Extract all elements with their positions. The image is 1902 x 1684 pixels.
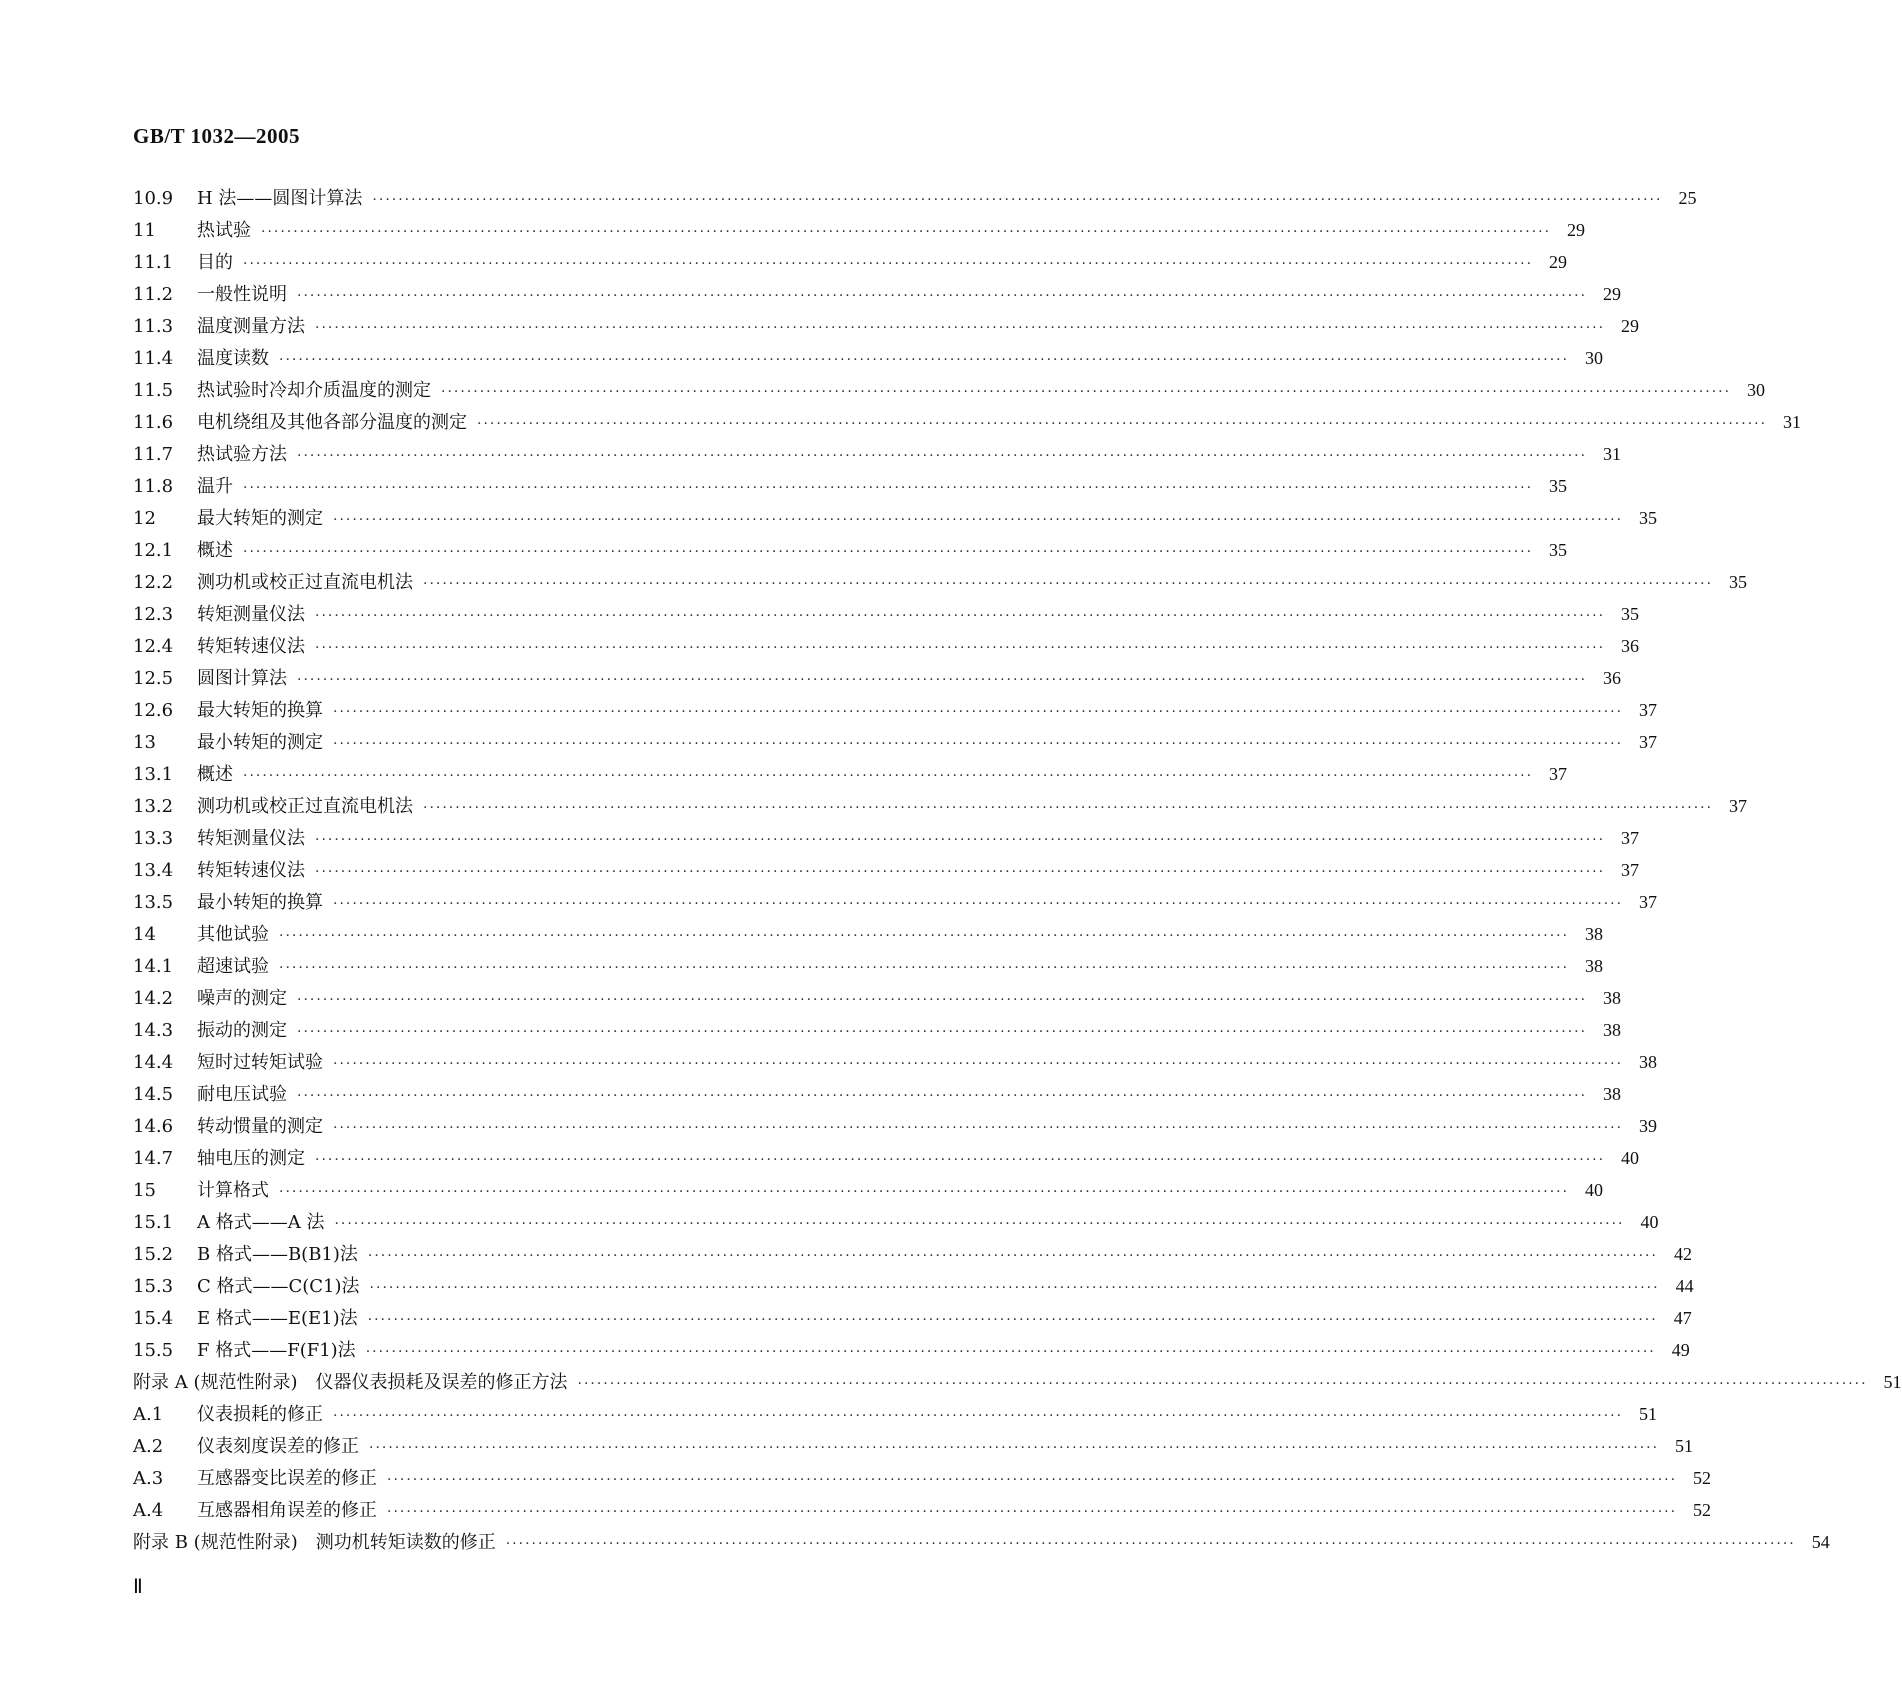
dot-leader: ········································································································································································································ [477, 416, 1768, 432]
dot-leader: ········································································································································································································ [367, 1312, 1658, 1328]
dot-leader: ········································································································································································································ [333, 512, 1624, 528]
toc-entry-number: 14.4 [133, 1052, 174, 1073]
toc-entry-title: 概述 [197, 764, 233, 785]
toc-entry[interactable] [133, 470, 1568, 502]
toc-entry-title: 转矩测量仪法 [197, 604, 305, 625]
toc-entry[interactable] [133, 1174, 1604, 1206]
dot-leader: ········································································································································································································ [505, 1536, 1796, 1552]
dot-leader: ········································································································································································································ [279, 1184, 1570, 1200]
toc-entry-number: 11.1 [133, 252, 174, 273]
toc-entry-number: 15.2 [133, 1244, 174, 1265]
toc-entry[interactable] [133, 854, 1640, 886]
toc-entry-title: 计算格式 [197, 1180, 269, 1201]
dot-leader: ········································································································································································································ [369, 1440, 1660, 1456]
toc-entry[interactable] [133, 982, 1622, 1014]
toc-entry-number: 14 [133, 924, 156, 945]
toc-entry-title: 目的 [197, 252, 233, 273]
toc-entry-title: 转矩转速仪法 [197, 860, 305, 881]
toc-entry-page: 35 [1549, 476, 1568, 496]
toc-entry[interactable] [133, 1398, 1658, 1430]
toc-entry-page: 37 [1621, 860, 1640, 880]
toc-entry-page: 40 [1621, 1148, 1640, 1168]
dot-leader: ········································································································································································································ [423, 576, 1714, 592]
toc-entry-page: 35 [1549, 540, 1568, 560]
toc-entry-title: 其他试验 [197, 924, 269, 945]
toc-entry[interactable] [133, 950, 1604, 982]
dot-leader: ········································································································································································································ [333, 1408, 1624, 1424]
toc-entry-title: 转矩转速仪法 [197, 636, 305, 657]
toc-entry-page: 29 [1567, 220, 1586, 240]
toc-entry-title: 一般性说明 [197, 284, 287, 305]
toc-entry-title: 附录 A (规范性附录) 仪器仪表损耗及误差的修正方法 [133, 1372, 568, 1393]
toc-entry-page: 42 [1673, 1244, 1692, 1264]
toc-entry[interactable] [133, 534, 1568, 566]
toc-entry[interactable] [133, 310, 1640, 342]
dot-leader: ········································································································································································································ [243, 256, 1534, 272]
toc-entry-number: 15 [133, 1180, 156, 1201]
toc-entry-page: 29 [1603, 284, 1622, 304]
toc-entry[interactable] [133, 598, 1640, 630]
dot-leader: ········································································································································································································ [315, 608, 1606, 624]
toc-entry-number: 12.3 [133, 604, 174, 625]
toc-entry-number: 11.6 [133, 412, 174, 433]
toc-entry[interactable] [133, 374, 1766, 406]
dot-leader: ········································································································································································································ [333, 704, 1624, 720]
toc-entry-title: 最大转矩的测定 [197, 508, 323, 529]
dot-leader: ········································································································································································································ [297, 1024, 1588, 1040]
toc-entry-title: 转矩测量仪法 [197, 828, 305, 849]
toc-entry-page: 37 [1639, 700, 1658, 720]
toc-entry-number: 14.5 [133, 1084, 174, 1105]
toc-entry-number: A.2 [133, 1436, 164, 1457]
toc-entry-number: 12.5 [133, 668, 174, 689]
toc-entry[interactable] [133, 1270, 1694, 1302]
dot-leader: ········································································································································································································ [297, 992, 1588, 1008]
dot-leader: ········································································································································································································ [279, 960, 1570, 976]
toc-entry-page: 31 [1783, 412, 1802, 432]
toc-entry-number: A.4 [133, 1500, 164, 1521]
toc-entry[interactable] [133, 1206, 1659, 1238]
toc-entry[interactable] [133, 278, 1622, 310]
toc-entry-page: 35 [1621, 604, 1640, 624]
toc-entry-number: 14.3 [133, 1020, 174, 1041]
toc-entry-title: 热试验方法 [197, 444, 287, 465]
dot-leader: ········································································································································································································ [279, 352, 1570, 368]
toc-entry-number: 12.6 [133, 700, 174, 721]
toc-entry[interactable] [133, 502, 1658, 534]
toc-entry-page: 51 [1883, 1372, 1902, 1392]
toc-entry-page: 49 [1671, 1340, 1690, 1360]
toc-entry-page: 51 [1675, 1436, 1694, 1456]
toc-entry-number: 12 [133, 508, 156, 529]
toc-entry-title: 测功机或校正过直流电机法 [197, 572, 413, 593]
toc-entry[interactable] [133, 790, 1748, 822]
toc-entry-number: 14.2 [133, 988, 174, 1009]
toc-entry-page: 47 [1673, 1308, 1692, 1328]
toc-entry-number: 13.4 [133, 860, 174, 881]
toc-entry[interactable] [133, 1014, 1622, 1046]
toc-entry[interactable] [133, 694, 1658, 726]
dot-leader: ········································································································································································································ [372, 192, 1663, 208]
toc-entry-title: 振动的测定 [197, 1020, 287, 1041]
dot-leader: ········································································································································································································ [315, 832, 1606, 848]
toc-entry-number: 12.2 [133, 572, 174, 593]
toc-entry-page: 36 [1621, 636, 1640, 656]
toc-entry-title: 耐电压试验 [197, 1084, 287, 1105]
toc-entry-title: 概述 [197, 540, 233, 561]
dot-leader: ········································································································································································································ [243, 768, 1534, 784]
toc-entry-number: 13.3 [133, 828, 174, 849]
toc-entry-page: 54 [1811, 1532, 1830, 1552]
toc-entry[interactable] [133, 1494, 1712, 1526]
toc-entry[interactable] [133, 1110, 1658, 1142]
toc-entry-title: A 格式——A 法 [197, 1212, 325, 1233]
toc-entry[interactable] [133, 1238, 1692, 1270]
toc-entry-number: 14.6 [133, 1116, 174, 1137]
toc-entry-title: 最小转矩的测定 [197, 732, 323, 753]
dot-leader: ········································································································································································································ [423, 800, 1714, 816]
page-number: Ⅱ [133, 1576, 143, 1598]
toc-entry[interactable] [133, 246, 1568, 278]
toc-entry-number: 11 [133, 220, 156, 241]
toc-entry[interactable] [133, 1302, 1692, 1334]
toc-entry[interactable] [133, 342, 1604, 374]
toc-entry-number: 12.4 [133, 636, 174, 657]
toc-entry-title: H 法——圆图计算法 [197, 188, 363, 209]
toc-entry-title: 最小转矩的换算 [197, 892, 323, 913]
dot-leader: ········································································································································································································ [333, 1056, 1624, 1072]
toc-entry[interactable] [133, 1526, 1830, 1558]
toc-entry[interactable] [133, 438, 1622, 470]
toc-entry-number: A.3 [133, 1468, 164, 1489]
toc-entry-title: B 格式——B(B1)法 [197, 1244, 358, 1265]
dot-leader: ········································································································································································································ [243, 480, 1534, 496]
toc-entry-title: 电机绕组及其他各部分温度的测定 [197, 412, 467, 433]
toc-entry[interactable] [133, 630, 1640, 662]
toc-entry-page: 40 [1585, 1180, 1604, 1200]
toc-entry-page: 52 [1693, 1500, 1712, 1520]
toc-entry[interactable] [133, 1046, 1658, 1078]
toc-entry[interactable] [133, 182, 1697, 214]
toc-entry-number: 11.3 [133, 316, 174, 337]
toc-entry-number: 13.2 [133, 796, 174, 817]
dot-leader: ········································································································································································································ [315, 640, 1606, 656]
toc-entry[interactable] [133, 1366, 1902, 1398]
toc-entry[interactable] [133, 726, 1658, 758]
toc-entry-title: 仪表刻度误差的修正 [197, 1436, 359, 1457]
dot-leader: ········································································································································································································ [367, 1248, 1658, 1264]
toc-entry[interactable] [133, 1430, 1694, 1462]
toc-entry-title: 热试验时冷却介质温度的测定 [197, 380, 431, 401]
toc-entry-title: 短时过转矩试验 [197, 1052, 323, 1073]
toc-entry[interactable] [133, 566, 1748, 598]
toc-entry-page: 31 [1603, 444, 1622, 464]
toc-entry-title: 圆图计算法 [197, 668, 287, 689]
toc-entry-title: 测功机或校正过直流电机法 [197, 796, 413, 817]
toc-entry-page: 51 [1639, 1404, 1658, 1424]
toc-entry-page: 37 [1549, 764, 1568, 784]
dot-leader: ········································································································································································································ [333, 896, 1624, 912]
toc-entry-number: 11.4 [133, 348, 174, 369]
dot-leader: ········································································································································································································ [334, 1216, 1625, 1232]
dot-leader: ········································································································································································································ [387, 1472, 1678, 1488]
toc-entry[interactable] [133, 406, 1802, 438]
toc-entry[interactable] [133, 1078, 1622, 1110]
dot-leader: ········································································································································································································ [387, 1504, 1678, 1520]
toc-entry[interactable] [133, 918, 1604, 950]
toc-entry-title: 转动惯量的测定 [197, 1116, 323, 1137]
toc-entry-page: 37 [1639, 732, 1658, 752]
toc-entry-title: 温度读数 [197, 348, 269, 369]
toc-entry-page: 52 [1693, 1468, 1712, 1488]
toc-entry-number: 11.7 [133, 444, 174, 465]
toc-entry-number: 13.5 [133, 892, 174, 913]
dot-leader: ········································································································································································································ [243, 544, 1534, 560]
toc-entry-page: 35 [1729, 572, 1748, 592]
toc-entry-page: 29 [1549, 252, 1568, 272]
toc-entry[interactable] [133, 886, 1658, 918]
toc-entry-page: 40 [1640, 1212, 1659, 1232]
toc-entry-title: 温升 [197, 476, 233, 497]
dot-leader: ········································································································································································································ [369, 1280, 1660, 1296]
toc-entry-number: 11.2 [133, 284, 174, 305]
toc-entry-page: 30 [1585, 348, 1604, 368]
toc-entry[interactable] [133, 1462, 1712, 1494]
dot-leader: ········································································································································································································ [315, 864, 1606, 880]
dot-leader: ········································································································································································································ [577, 1376, 1868, 1392]
toc-entry-number: 13 [133, 732, 156, 753]
toc-entry-page: 37 [1639, 892, 1658, 912]
toc-entry-page: 38 [1585, 956, 1604, 976]
toc-entry[interactable] [133, 662, 1622, 694]
toc-entry-number: 15.3 [133, 1276, 174, 1297]
dot-leader: ········································································································································································································ [297, 672, 1588, 688]
toc-entry-title: C 格式——C(C1)法 [197, 1276, 360, 1297]
toc-entry-page: 25 [1678, 188, 1697, 208]
dot-leader: ········································································································································································································ [297, 288, 1588, 304]
toc-entry-page: 35 [1639, 508, 1658, 528]
toc-entry-title: F 格式——F(F1)法 [197, 1340, 356, 1361]
dot-leader: ········································································································································································································ [315, 1152, 1606, 1168]
toc-entry-number: 15.4 [133, 1308, 174, 1329]
toc-entry-page: 44 [1675, 1276, 1694, 1296]
toc-entry[interactable] [133, 1142, 1640, 1174]
toc-entry-number: 13.1 [133, 764, 174, 785]
toc-entry-page: 38 [1639, 1052, 1658, 1072]
toc-entry-title: 热试验 [197, 220, 251, 241]
dot-leader: ········································································································································································································ [261, 224, 1552, 240]
toc-entry-number: 10.9 [133, 188, 174, 209]
toc-entry-number: 14.1 [133, 956, 174, 977]
toc-entry[interactable] [133, 1334, 1690, 1366]
toc-entry[interactable] [133, 758, 1568, 790]
dot-leader: ········································································································································································································ [279, 928, 1570, 944]
toc-entry-title: 噪声的测定 [197, 988, 287, 1009]
toc-entry-page: 38 [1603, 1084, 1622, 1104]
toc-entry-title: 互感器相角误差的修正 [197, 1500, 377, 1521]
dot-leader: ········································································································································································································ [365, 1344, 1656, 1360]
toc-entry-number: A.1 [133, 1404, 164, 1425]
toc-entry[interactable] [133, 214, 1586, 246]
toc-entry-page: 37 [1621, 828, 1640, 848]
toc-entry-title: 轴电压的测定 [197, 1148, 305, 1169]
dot-leader: ········································································································································································································ [441, 384, 1732, 400]
dot-leader: ········································································································································································································ [297, 448, 1588, 464]
toc-entry-title: 最大转矩的换算 [197, 700, 323, 721]
toc-entry-page: 38 [1585, 924, 1604, 944]
toc-entry-number: 11.8 [133, 476, 174, 497]
dot-leader: ········································································································································································································ [333, 1120, 1624, 1136]
dot-leader: ········································································································································································································ [315, 320, 1606, 336]
toc-entry-page: 37 [1729, 796, 1748, 816]
table-of-contents [133, 182, 1902, 1558]
toc-entry-title: E 格式——E(E1)法 [197, 1308, 358, 1329]
toc-entry-number: 15.5 [133, 1340, 174, 1361]
toc-entry-title: 超速试验 [197, 956, 269, 977]
toc-entry-number: 11.5 [133, 380, 174, 401]
toc-entry-page: 30 [1747, 380, 1766, 400]
toc-entry-page: 36 [1603, 668, 1622, 688]
document-id: GB/T 1032—2005 [133, 124, 301, 148]
toc-entry-page: 38 [1603, 988, 1622, 1008]
toc-entry-page: 29 [1621, 316, 1640, 336]
toc-entry-title: 附录 B (规范性附录) 测功机转矩读数的修正 [133, 1532, 496, 1553]
toc-entry-number: 15.1 [133, 1212, 174, 1233]
toc-entry-page: 39 [1639, 1116, 1658, 1136]
toc-entry[interactable] [133, 822, 1640, 854]
toc-entry-page: 38 [1603, 1020, 1622, 1040]
toc-entry-number: 12.1 [133, 540, 174, 561]
dot-leader: ········································································································································································································ [333, 736, 1624, 752]
toc-entry-title: 互感器变比误差的修正 [197, 1468, 377, 1489]
toc-entry-title: 仪表损耗的修正 [197, 1404, 323, 1425]
dot-leader: ········································································································································································································ [297, 1088, 1588, 1104]
toc-entry-number: 14.7 [133, 1148, 174, 1169]
toc-entry-title: 温度测量方法 [197, 316, 305, 337]
